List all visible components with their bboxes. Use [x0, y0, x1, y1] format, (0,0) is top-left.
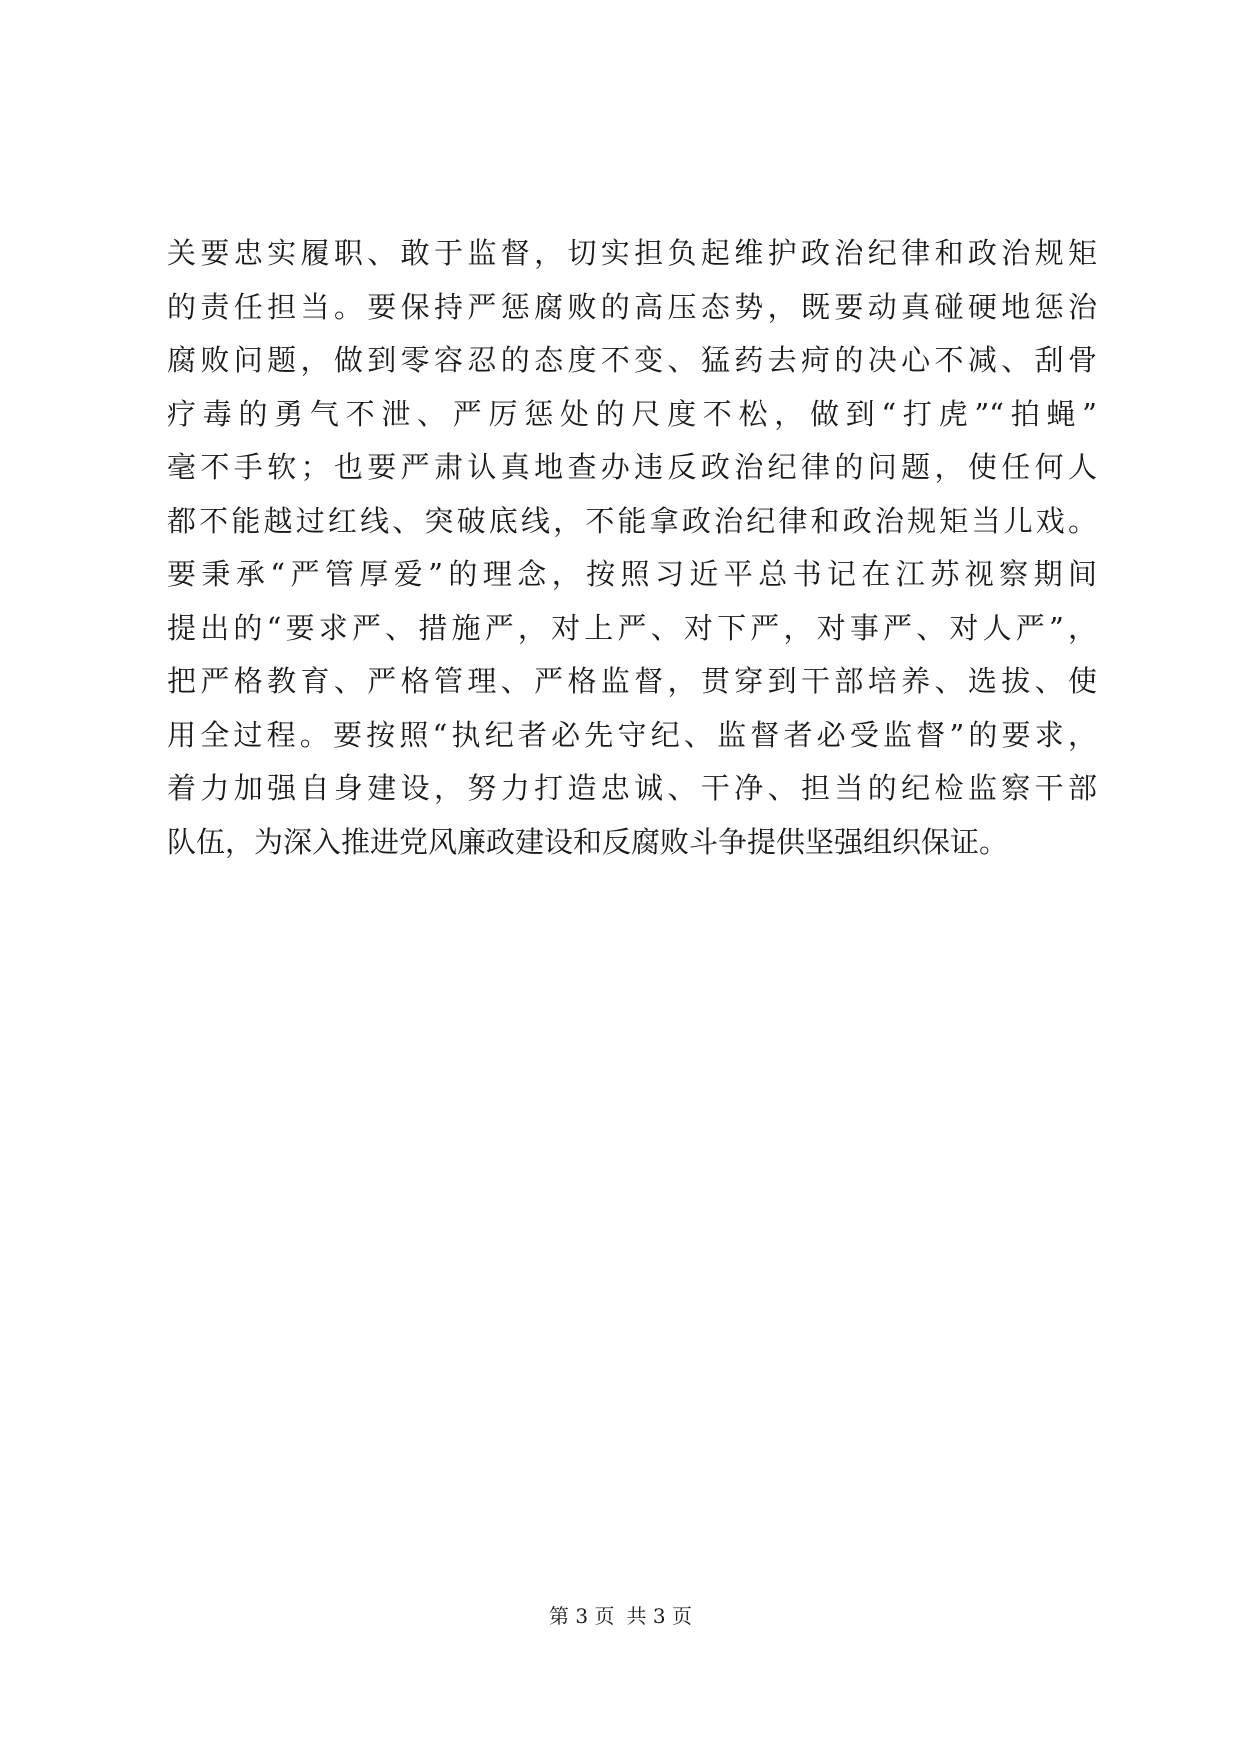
text-line: 的责任担当。要保持严惩腐败的高压态势，既要动真碰硬地惩治: [167, 289, 1097, 324]
text-line: 提出的“要求严、措施严，对上严、对下严，对事严、对人严”，: [167, 610, 1097, 645]
text-line: 队伍，为深入推进党风廉政建设和反腐败斗争提供坚强组织保证。: [167, 824, 1009, 859]
body-paragraph: [167, 227, 1097, 869]
text-line: 毫不手软；也要严肃认真地查办违反政治纪律的问题，使任何人: [167, 450, 1097, 484]
text-line: 疗毒的勇气不泄、严厉惩处的尺度不松，做到“打虎”“拍蝇”: [167, 396, 1097, 431]
text-line: 腐败问题，做到零容忍的态度不变、猛药去疴的决心不减、刮骨: [167, 343, 1097, 377]
text-line: 都不能越过红线、突破底线，不能拿政治纪律和政治规矩当儿戏。: [167, 503, 1097, 538]
page-total: 共 3 页: [626, 1604, 692, 1628]
text-line: 关要忠实履职、敢于监督，切实担负起维护政治纪律和政治规矩: [167, 236, 1097, 270]
text-line: 把严格教育、严格管理、严格监督，贯穿到干部培养、选拔、使: [167, 664, 1097, 698]
page-footer: [0, 1602, 1241, 1630]
page-number: 第 3 页: [549, 1604, 615, 1628]
text-line: 要秉承“严管厚爱”的理念，按照习近平总书记在江苏视察期间: [167, 557, 1097, 591]
text-line: 用全过程。要按照“执纪者必先守纪、监督者必受监督”的要求，: [167, 717, 1097, 752]
text-line: 着力加强自身建设，努力打造忠诚、干净、担当的纪检监察干部: [167, 771, 1097, 805]
